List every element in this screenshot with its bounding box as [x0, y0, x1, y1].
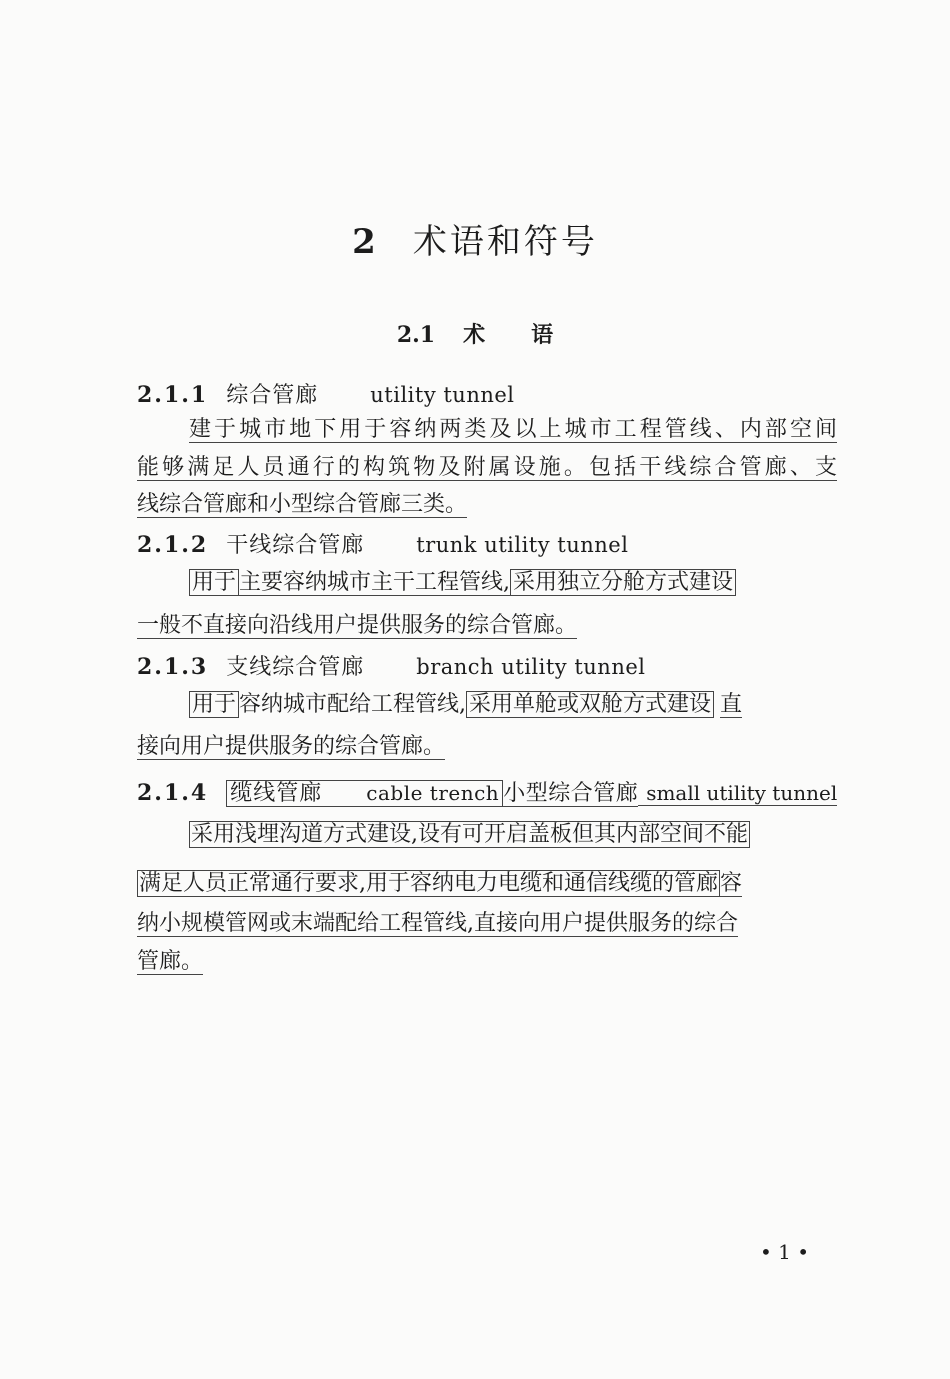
term-alt-en: small utility tunnel	[638, 781, 837, 806]
term-heading-2-1-4	[137, 776, 837, 807]
chapter-title	[0, 214, 950, 263]
term-zh: 干线综合管廊	[226, 533, 365, 558]
boxed-text: 采用单舱或双舱方式建设	[466, 691, 714, 718]
term-alt-zh: 小型综合管廊	[503, 781, 639, 806]
definition-line	[137, 612, 837, 640]
term-zh: 支线综合管廊	[226, 655, 365, 680]
definition-line	[137, 948, 837, 976]
definition-line	[137, 870, 837, 898]
term-number: 2.1.2	[137, 532, 209, 558]
boxed-text: 用于	[189, 691, 239, 718]
definition-text: 容	[720, 871, 743, 896]
definition-line	[189, 416, 837, 444]
term-heading-2-1-3	[137, 650, 646, 681]
term-en: utility tunnel	[370, 383, 515, 407]
term-zh: 综合管廊	[226, 383, 319, 408]
term-number: 2.1.4	[137, 780, 209, 806]
definition-text: 纳小规模管网或末端配给工程管线,直接向用户提供服务的综合	[137, 911, 738, 936]
boxed-text: 采用独立分舱方式建设	[510, 569, 736, 596]
definition-line	[137, 454, 837, 482]
definition-text: 直	[720, 692, 743, 717]
definition-line	[189, 821, 837, 849]
term-en: cable trench	[366, 781, 500, 805]
chapter-number: 2	[352, 222, 379, 262]
term-en: branch utility tunnel	[416, 655, 646, 679]
definition-text: 线综合管廊和小型综合管廊三类。	[137, 492, 468, 517]
term-heading-2-1-1	[137, 378, 515, 409]
term-en: trunk utility tunnel	[416, 533, 629, 557]
definition-line	[189, 569, 837, 597]
definition-text: 管廊。	[137, 949, 204, 974]
boxed-text: 满足人员正常通行要求,用于容纳电力电缆和通信线缆的管廊	[139, 871, 718, 896]
section-word-2: 语	[531, 322, 554, 348]
definition-text: 主要容纳城市主干工程管线,	[239, 570, 511, 595]
term-zh: 缆线管廊	[230, 781, 323, 806]
chapter-title-text: 术语和符号	[412, 222, 598, 262]
definition-text: 一般不直接向沿线用户提供服务的综合管廊。	[137, 613, 578, 638]
boxed-term	[226, 780, 503, 807]
definition-line	[137, 491, 837, 519]
term-number: 2.1.3	[137, 654, 209, 680]
definition-text: 接向用户提供服务的综合管廊。	[137, 734, 446, 759]
page-number: • 1 •	[760, 1240, 810, 1264]
boxed-text: 用于	[189, 569, 239, 596]
definition-line	[137, 910, 837, 938]
section-word-1: 术	[463, 322, 486, 348]
definition-text: 建于城市地下用于容纳两类及以上城市工程管线、内部空间	[189, 417, 837, 442]
term-heading-2-1-2	[137, 528, 628, 559]
definition-text: 能够满足人员通行的构筑物及附属设施。包括干线综合管廊、支	[137, 455, 837, 480]
definition-text: 容纳城市配给工程管线,	[239, 692, 467, 717]
definition-line	[137, 733, 837, 761]
boxed-text: 采用浅埋沟道方式建设,设有可开启盖板但其内部空间不能	[191, 822, 748, 847]
term-number: 2.1.1	[137, 382, 209, 408]
section-number: 2.1	[396, 322, 436, 348]
definition-line	[189, 691, 837, 719]
section-title	[0, 318, 950, 349]
